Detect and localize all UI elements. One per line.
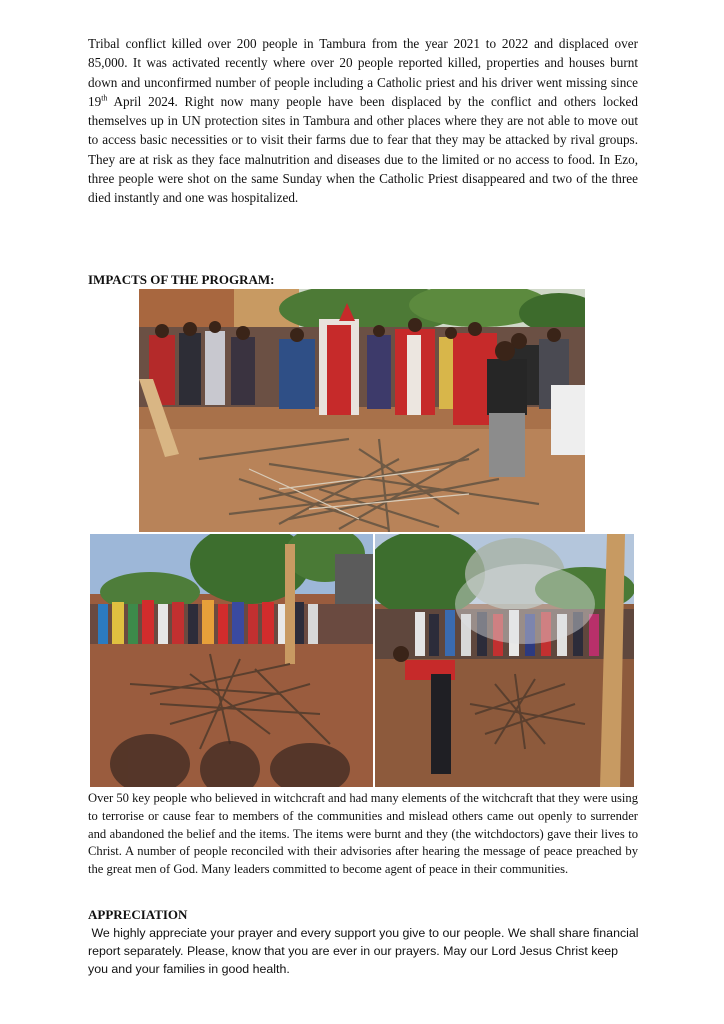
impacts-paragraph: Over 50 key people who believed in witchcraft and had many elements of the witchcraft that they were using to terrorise or cause fear to members of the communities and mislead others came out openly to surrender and abandoned the belief and the items. The items were burnt and they (the witchdoctors) gave their lives to Christ. A number of people reconciled with their advisories after hearing the message of peace preached by the great men of God. Many leaders committed to become agent of peace in their communities. [88,791,638,877]
intro-paragraph [88,34,638,208]
impacts-heading: IMPACTS OF THE PROGRAM: [88,272,275,287]
intro-ordinal-suffix: th [101,93,108,103]
photo-clergy-gathering [139,289,585,532]
appreciation-paragraph: We highly appreciate your prayer and every support you give to our people. We shall share financial report separately. Please, know that you are ever in our prayers. May our Lord Jesus Christ keep you and your families in good health. [88,926,643,977]
intro-text-part2: April 2024. Right now many people have been displaced by the conflict and others locked themselves up in UN protection sites in Tambura and other places where they are not able to move out to access basic necessities or to visit their farms due to fear that they may be attacked by rival groups. They are at risk as they face malnutrition and diseases due to the limited or no access to food. In Ezo, three people were shot on the same Sunday when the Catholic Priest disappeared and two of the three died instantly and one was hospitalized. [88,93,638,206]
photo-burning-items [375,534,634,787]
intro-text-part1: Tribal conflict killed over 200 people in Tambura from the year 2021 to 2022 and displaced over 85,000. It was activated recently where over 20 people reported killed, properties and houses burnt down and unconfirmed number of people including a Catholic priest and his driver went missing since 19 [88,36,638,109]
photo-crowd-line [90,534,373,787]
appreciation-heading: APPRECIATION [88,907,188,922]
